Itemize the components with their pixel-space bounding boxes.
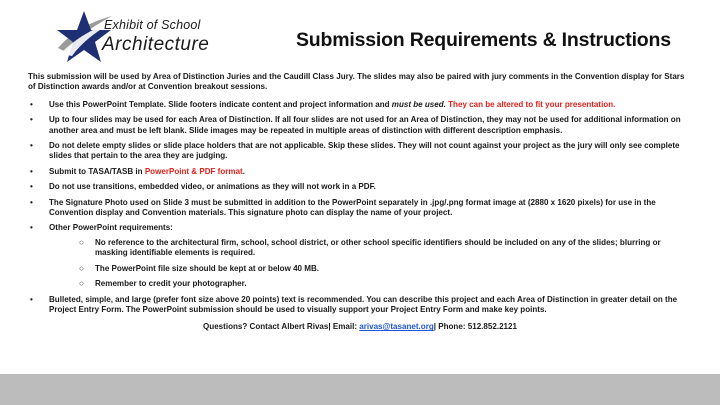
sub-requirement-3 bbox=[49, 279, 692, 289]
sub-requirement-2 bbox=[49, 264, 692, 274]
bullet: • bbox=[30, 223, 33, 233]
requirement-item-4 bbox=[28, 167, 692, 177]
requirement-item-3 bbox=[28, 141, 692, 162]
footer-bar bbox=[0, 374, 720, 405]
sub-requirement-1 bbox=[49, 238, 692, 259]
requirement-text: Bulleted, simple, and large (prefer font size above 20 points) text is recommended. You can describe this project and each Area of Distinction in greater detail on the Project Entry Form. The PowerPoint submission should be used to visually support your Project Entry Form and make key points. bbox=[49, 294, 678, 314]
logo-line1: Exhibit of School bbox=[104, 18, 201, 32]
email-link[interactable]: arivas@tasanet.org bbox=[359, 322, 434, 332]
requirement-item-2 bbox=[28, 115, 692, 136]
page-title: Submission Requirements & Instructions bbox=[296, 29, 671, 51]
requirement-item-7 bbox=[28, 223, 692, 289]
requirement-item-6 bbox=[28, 198, 692, 219]
sub-requirement-text: Remember to credit your photographer. bbox=[95, 279, 247, 289]
requirement-text: The Signature Photo used on Slide 3 must be submitted in addition to the PowerPoint separately in .jpg/.png format image at (2880 x 1620 pixels) for use in the Convention display and Convention materials. This signature photo can display the name of your project. bbox=[49, 197, 656, 218]
logo-line2: Architecture bbox=[102, 34, 210, 55]
requirement-item-8 bbox=[28, 295, 692, 316]
requirement-text: Other PowerPoint requirements: bbox=[49, 223, 173, 233]
requirement-format-red: PowerPoint & PDF format bbox=[144, 166, 243, 176]
requirement-text: Submit to TASA/TASB in bbox=[49, 166, 145, 176]
intro-paragraph: This submission will be used by Area of Distinction Juries and the Caudill Class Jury. The slides may also be paired with jury comments in the Convention display for Stars of Distinction awards and/or at Convention breakout sessions. bbox=[28, 72, 685, 92]
bullet: • bbox=[30, 141, 33, 151]
requirement-emphasis: must be used. bbox=[391, 99, 446, 109]
bullet: • bbox=[30, 166, 33, 176]
sub-requirements bbox=[49, 238, 692, 290]
requirements-list bbox=[28, 100, 692, 316]
contact-prefix: Questions? Contact Albert Rivas| Email: bbox=[203, 322, 360, 332]
logo bbox=[54, 8, 244, 70]
requirement-text: Do not use transitions, embedded video, or animations as they will not work in a PDF. bbox=[49, 182, 376, 192]
requirement-text: Up to four slides may be used for each Area of Distinction. If all four slides are not used for an Area of Distinction, they may not be used for additional information on another area and must be left blank. Slide images may be repeated in multiple areas of distinction with different description emphasis. bbox=[49, 115, 681, 135]
requirement-text: Do not delete empty slides or slide place holders that are not applicable. Skip these slides. They will not count against your project as the jury will only see complete slides that pertain to the area they are judging. bbox=[49, 141, 680, 161]
requirement-item-5 bbox=[28, 182, 692, 192]
bullet: • bbox=[30, 197, 33, 207]
requirement-text: Use this PowerPoint Template. Slide footers indicate content and project information and bbox=[49, 99, 392, 109]
bullet: • bbox=[30, 115, 33, 125]
sub-bullet: ○ bbox=[79, 263, 84, 273]
instructions-body bbox=[28, 72, 692, 333]
bullet: • bbox=[30, 99, 33, 109]
requirement-note-red: They can be altered to fit your presentation. bbox=[445, 99, 616, 109]
requirement-tail: . bbox=[242, 166, 245, 176]
contact-line bbox=[28, 322, 692, 332]
bullet: • bbox=[30, 182, 33, 192]
contact-phone: | Phone: 512.852.2121 bbox=[433, 322, 517, 332]
requirement-item-1 bbox=[28, 100, 692, 110]
sub-bullet: ○ bbox=[79, 279, 84, 289]
bullet: • bbox=[30, 294, 33, 304]
sub-requirement-text: The PowerPoint file size should be kept at or below 40 MB. bbox=[95, 263, 320, 273]
sub-bullet: ○ bbox=[79, 237, 84, 247]
sub-requirement-text: No reference to the architectural firm, school, school district, or other school specific identifiers should be included on any of the slides; blurring or masking identifiable elements is required. bbox=[95, 237, 661, 258]
